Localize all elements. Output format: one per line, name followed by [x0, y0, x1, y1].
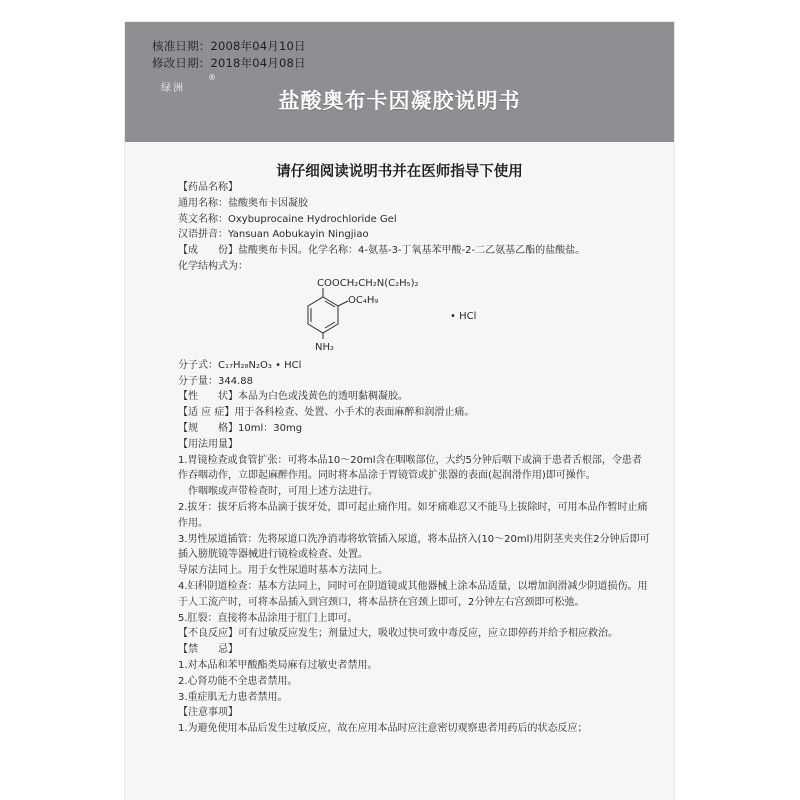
composition: 【成 份】盐酸奥布卡因。化学名称：4-氨基-3-丁氧基苯甲酸-2-二乙氨基乙酯的盐酸盐。: [178, 245, 586, 257]
usage-item-2: 2.拔牙：拔牙后将本品滴于拔牙处，即可起止痛作用。如牙痛难忍又不能马上拔除时，可用本品作暂时止痛作用。: [178, 501, 648, 529]
contraindication-item: 2.心肾功能不全患者禁用。: [178, 675, 298, 687]
english-name: 英文名称：Oxybuprocaine Hydrochloride Gel: [178, 213, 397, 225]
approval-date: 核准日期：2008年04月10日: [152, 39, 306, 53]
molecular-formula: 分子式：C₁₇H₂₈N₂O₃ • HCl: [178, 359, 302, 371]
precaution-item: 1.为避免使用本品后发生过敏反应，故在应用本品时应注意密切观察患者用药后的状态反应；: [178, 723, 588, 735]
benzene-ring: [308, 297, 338, 333]
adverse-reactions: 【不良反应】可有过敏反应发生；剂量过大，吸收过快可致中毒反应，应立即停药并给予相应救治。: [178, 628, 618, 640]
document-title: 盐酸奥布卡因凝胶说明书: [278, 89, 521, 113]
drug-name-heading: 【药品名称】: [178, 182, 238, 193]
contraindication-item: 3.重症肌无力患者禁用。: [178, 691, 288, 703]
trademark-symbol: ®: [208, 73, 216, 82]
usage-item-5: 5.肛裂：直接将本品涂用于肛门上即可。: [178, 612, 358, 624]
leaflet-page: [125, 22, 674, 800]
usage-item-1b: 作咽喉或声带检查时，可用上述方法进行。: [178, 486, 378, 498]
ester-group: COOCH₂CH₂N(C₂H₅)₂: [317, 277, 419, 289]
amino-group: NH₂: [315, 341, 335, 353]
brand-logo-text: 绿洲: [161, 83, 185, 94]
generic-name: 通用名称：盐酸奥布卡因凝胶: [178, 197, 308, 209]
usage-heading: 【用法用量】: [178, 438, 238, 450]
contraindication-item: 1.对本品和苯甲酸酯类局麻有过敏史者禁用。: [178, 659, 378, 671]
chemical-structure: [178, 275, 650, 358]
indications: 【适 应 症】用于各科检查、处置、小手术的表面麻醉和润滑止痛。: [178, 407, 475, 419]
structure-diagram: [178, 275, 650, 358]
usage-item-4: 4.妇科阴道检查：基本方法同上，同时可在阴道镜或其他器械上涂本品适量，以增加润滑减少阴道损伤。用于人工流产时，可将本品插入到宫颈口，将本品挤在宫颈上即可，2分钟左右宫颈即可松弛。: [178, 580, 648, 608]
usage-item-1: 1.胃镜检查或食管扩张：可将本品10～20ml含在咽喉部位，大约5分钟后咽下或滴于患者舌根部，令患者作吞咽动作，立即起麻醉作用。同时将本品涂于胃镜管或扩张器的表面(起润滑作用)即可操作。: [178, 454, 642, 482]
usage-item-3: 3.男性尿道插管：先将尿道口洗净消毒将软管插入尿道，将本品挤入(10～20ml)用阴茎夹夹住2分钟后即可插入膀胱镜等器械进行镜检或检查、处置。: [178, 533, 650, 561]
specification: 【规 格】10ml：30mg: [178, 422, 303, 434]
usage-item-3b: 导尿方法同上。用于女性尿道时基本方法同上。: [178, 565, 388, 577]
butoxy-group: OC₄H₉: [348, 294, 379, 306]
usage-warning: 请仔细阅读说明书并在医师指导下使用: [276, 164, 523, 180]
contraindications-heading: 【禁 忌】: [178, 644, 238, 656]
leaflet-body: [178, 180, 650, 737]
hcl-salt: • HCl: [450, 310, 477, 322]
precautions-heading: 【注意事项】: [178, 707, 238, 719]
header-band: [125, 22, 674, 142]
pinyin-name: 汉语拼音：Yansuan Aobukayin Ningjiao: [178, 229, 369, 241]
revision-date: 修改日期：2018年04月08日: [152, 56, 306, 70]
structure-label: 化学结构式为：: [178, 260, 248, 272]
properties: 【性 状】本品为白色或浅黄色的透明黏稠凝胶。: [178, 391, 408, 403]
molecular-weight: 分子量：344.88: [178, 375, 253, 387]
